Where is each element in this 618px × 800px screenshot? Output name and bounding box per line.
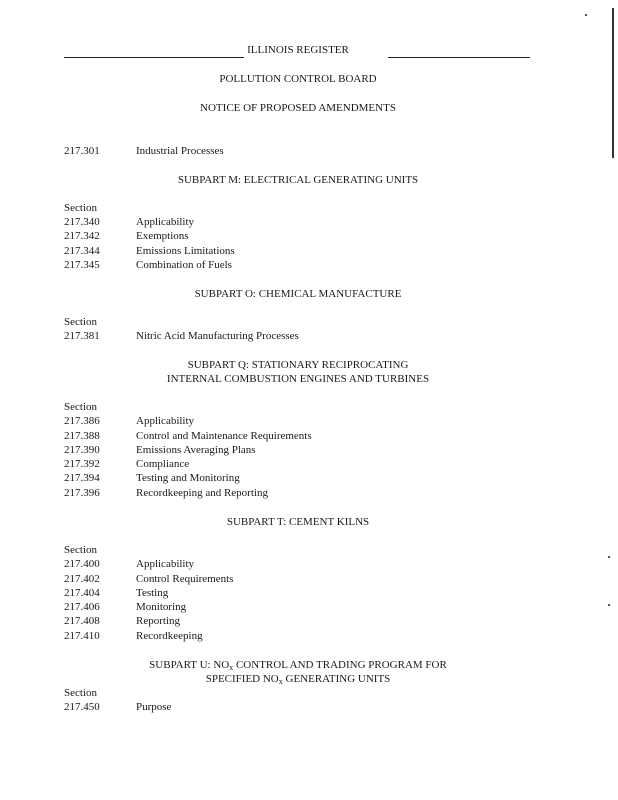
section-title: Exemptions — [136, 230, 189, 242]
subpart-u-heading-line2: SPECIFIED $NO_x$ GENERATING UNITS — [205, 673, 391, 686]
section-title: Purpose — [136, 701, 172, 713]
section-number: 217.388 — [64, 430, 100, 442]
section-label: Section — [64, 544, 97, 556]
section-title: Recordkeeping and Reporting — [136, 487, 268, 499]
section-number: 217.344 — [64, 245, 100, 257]
section-title: Compliance — [136, 458, 190, 470]
scan-speck — [585, 14, 587, 16]
section-title: Emissions Averaging Plans — [136, 444, 256, 456]
section-title: Applicability — [136, 558, 195, 570]
notice-title: NOTICE OF PROPOSED AMENDMENTS — [200, 102, 396, 114]
section-title: Reporting — [136, 615, 180, 627]
section-number: 217.342 — [64, 230, 100, 242]
section-title: Applicability — [136, 216, 195, 228]
section-title: Combination of Fuels — [136, 259, 232, 271]
section-number: 217.345 — [64, 259, 100, 271]
subpart-o-heading: SUBPART O: CHEMICAL MANUFACTURE — [194, 288, 402, 300]
section-label: Section — [64, 202, 97, 214]
section-number: 217.396 — [64, 487, 100, 499]
section-title: Applicability — [136, 415, 195, 427]
register-title: ILLINOIS REGISTER — [247, 44, 349, 56]
section-title: Nitric Acid Manufacturing Processes — [136, 330, 299, 342]
section-title: Testing — [136, 587, 169, 599]
subpart-q-heading-line1: SUBPART Q: STATIONARY RECIPROCATING — [187, 359, 409, 371]
section-number: 217.392 — [64, 458, 100, 470]
section-title: Industrial Processes — [136, 145, 224, 157]
section-label: Section — [64, 316, 97, 328]
section-number: 217.406 — [64, 601, 100, 613]
section-number: 217.408 — [64, 615, 100, 627]
subpart-u-heading-line1: SUBPART U: $NO_x$ CONTROL AND TRADING PROGRAM FOR — [149, 659, 447, 672]
section-number: 217.400 — [64, 558, 100, 570]
section-number: 217.386 — [64, 415, 100, 427]
section-number: 217.394 — [64, 472, 100, 484]
section-number: 217.381 — [64, 330, 100, 342]
section-number: 217.340 — [64, 216, 100, 228]
section-label: Section — [64, 687, 97, 699]
section-label: Section — [64, 401, 97, 413]
section-number: 217.390 — [64, 444, 100, 456]
subpart-t-heading: SUBPART T: CEMENT KILNS — [226, 516, 370, 528]
subpart-m-heading: SUBPART M: ELECTRICAL GENERATING UNITS — [177, 174, 419, 186]
section-title: Recordkeeping — [136, 630, 203, 642]
board-name: POLLUTION CONTROL BOARD — [219, 73, 377, 85]
header-rule-left — [64, 57, 244, 58]
scan-edge-mark — [612, 8, 614, 158]
section-number: 217.301 — [64, 145, 100, 157]
header-rule-right — [388, 57, 530, 58]
section-title: Control Requirements — [136, 573, 234, 585]
subpart-q-heading-line2: INTERNAL COMBUSTION ENGINES AND TURBINES — [166, 373, 430, 385]
scan-speck — [608, 556, 610, 558]
section-title: Control and Maintenance Requirements — [136, 430, 312, 442]
section-title: Emissions Limitations — [136, 245, 235, 257]
section-number: 217.402 — [64, 573, 100, 585]
scan-speck — [608, 604, 610, 606]
section-title: Monitoring — [136, 601, 187, 613]
section-number: 217.450 — [64, 701, 100, 713]
section-number: 217.404 — [64, 587, 100, 599]
section-number: 217.410 — [64, 630, 100, 642]
section-title: Testing and Monitoring — [136, 472, 240, 484]
